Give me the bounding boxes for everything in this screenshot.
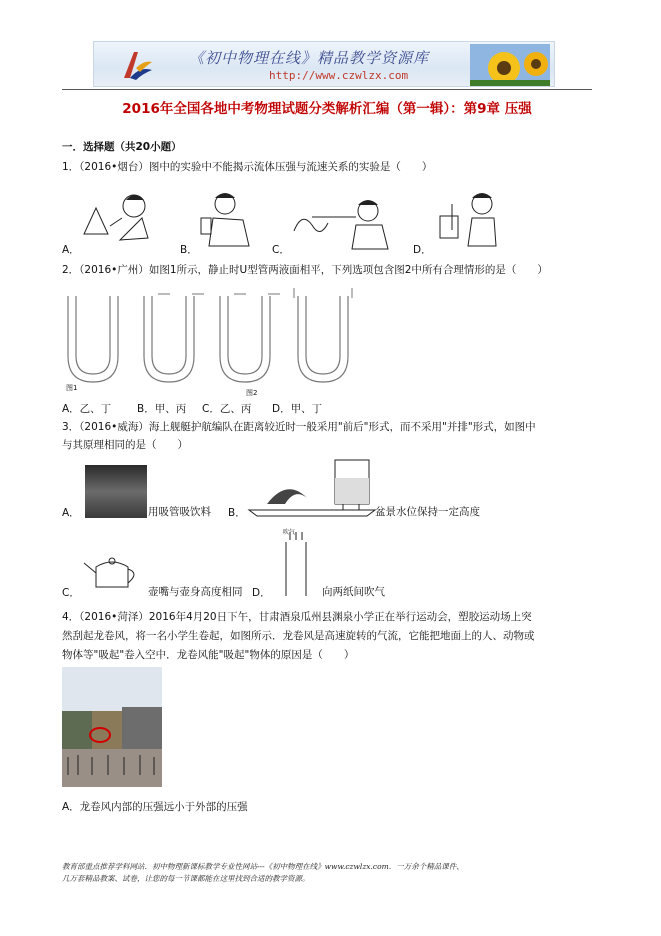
question-4-text-line1: 4．（2016•菏泽）2016年4月20日下午，甘肃酒泉瓜州县渊泉小学正在举行运动会，塑胶运动场上突 (62, 611, 532, 623)
q1-option-d[interactable]: D． (413, 244, 432, 256)
q2-fig2-label: 图2 (246, 389, 258, 397)
header-rule (62, 89, 592, 90)
document-title: 2016年全国各地中考物理试题分类解析汇编（第一辑）：第9章 压强 (122, 101, 532, 117)
sunflower-image (470, 44, 550, 87)
q3-figure-d (276, 530, 322, 598)
q2-option-c[interactable]: C．乙、丙 (202, 403, 252, 415)
q1-figure-a (82, 188, 162, 248)
q1-option-c[interactable]: C． (272, 244, 290, 256)
footer-line-1: 教育部重点推荐学科网站．初中物理新课标教学专业性网站---《初中物理在线》www.czwlzx.com．一万余个精品课件、 (62, 862, 464, 871)
q4-option-a[interactable]: A．龙卷风内部的压强远小于外部的压强 (62, 801, 248, 813)
question-1-text: 1．（2016•烟台）图中的实验中不能揭示流体压强与流速关系的实验是（ ） (62, 161, 433, 173)
question-4-text-line3: 物体等"吸起"卷入空中．龙卷风能"吸起"物体的原因是（ ） (62, 649, 355, 661)
q3-figure-d-label: 吹气 (283, 529, 296, 536)
q2-option-d[interactable]: D．甲、丁 (272, 403, 323, 415)
q3-option-d-text: 向两纸间吹气 (322, 586, 385, 598)
question-3-text-line2: 与其原理相同的是（ ） (62, 439, 188, 451)
footer-line-2: 几万套精品教案、试卷，让您的每一节课都能在这里找到合适的教学资源。 (62, 874, 310, 883)
q2-option-a[interactable]: A．乙、丁 (62, 403, 112, 415)
banner-url: http://www.czwlzx.com (269, 69, 409, 82)
q2-fig1-label: 图1 (66, 384, 78, 392)
q3-option-c-text: 壶嘴与壶身高度相同 (148, 586, 243, 598)
q3-photo-straw (85, 465, 147, 518)
site-logo (116, 46, 156, 84)
question-2-text: 2．（2016•广州）如图1所示，静止时U型管两液面相平，下列选项包含图2中所有合理情形的是（ ） (62, 264, 548, 276)
header-banner (93, 41, 555, 87)
q3-option-b-letter[interactable]: B． (228, 507, 246, 519)
q1-option-b[interactable]: B． (180, 244, 198, 256)
question-3-text-line1: 3．（2016•威海）海上舰艇护航编队在距离较近时一般采用"前后"形式，而不采用"并排"形式，如图中 (62, 421, 536, 433)
q2-option-b[interactable]: B．甲、丙 (137, 403, 187, 415)
q3-option-a-text: 用吸管吸饮料 (148, 506, 211, 518)
section-heading: 一．选择题（共20小题） (62, 141, 182, 153)
question-4-text-line2: 然刮起龙卷风，将一名小学生卷起，如图所示．龙卷风是高速旋转的气流，它能把地面上的人、动物或 (62, 630, 535, 642)
teapot-icon (82, 553, 142, 593)
q3-option-c-letter[interactable]: C． (62, 587, 80, 599)
q2-u-tube-figures (62, 286, 362, 396)
q4-tornado-photo (62, 667, 162, 787)
banner-title: 《初中物理在线》精品教学资源库 (189, 49, 430, 67)
q3-option-d-letter[interactable]: D． (252, 587, 271, 599)
q1-figure-b (195, 190, 255, 248)
q1-option-a[interactable]: A． (62, 244, 80, 256)
q3-option-a-letter[interactable]: A． (62, 507, 80, 519)
q3-figure-b (247, 458, 377, 518)
q1-figure-c (292, 195, 392, 250)
q1-figure-d (438, 190, 498, 248)
q3-option-b-text: 盆景水位保持一定高度 (375, 506, 480, 518)
page-footer (62, 861, 602, 885)
